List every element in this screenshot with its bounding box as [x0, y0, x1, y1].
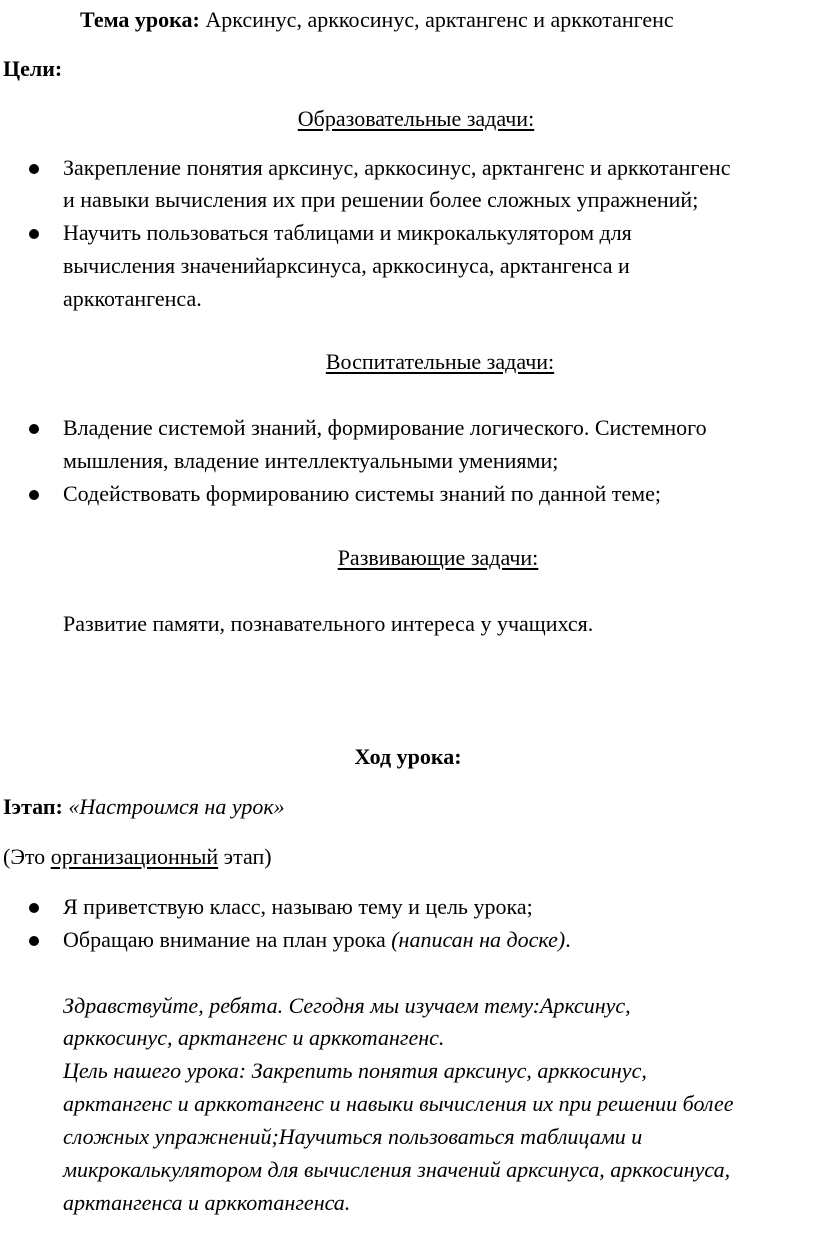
educational-item1-line1: Закрепление понятия арксинус, арккосинус, арктангенс и арккотангенс — [63, 155, 731, 180]
stage1-label: Iэтап: — [3, 794, 63, 819]
bullet-icon — [29, 490, 39, 500]
speech-line6: микрокалькулятором для вычисления значений арксинуса, арккосинуса, — [63, 1157, 731, 1182]
developing-text: Развитие памяти, познавательного интереса у учащихся. — [63, 611, 594, 636]
topic-label: Тема урока: — [80, 7, 200, 32]
action-item2-italic: (написан на доске) — [391, 927, 566, 952]
educational-item2-line2: вычисления значенийарксинуса, арккосинуса, арктангенса и — [63, 253, 630, 278]
stage1-note — [3, 840, 272, 873]
upbringing-item1-line2: мышления, владение интеллектуальными умениями; — [63, 448, 559, 473]
educational-item2-line3: арккотангенса. — [63, 286, 202, 311]
upbringing-heading: Воспитательные задачи: — [325, 349, 555, 374]
stage1-title: «Настроимся на урок» — [68, 794, 285, 819]
bullet-icon — [29, 229, 39, 239]
educational-item1-line2: и навыки вычисления их при решении более сложных упражнений; — [63, 187, 699, 212]
lesson-topic — [80, 3, 674, 36]
bullet-icon — [29, 936, 39, 946]
action-item2 — [63, 923, 571, 956]
stage1-note-open: (Это — [3, 844, 46, 869]
goals-label: Цели: — [3, 56, 63, 81]
bullet-icon — [29, 903, 39, 913]
stage1-note-close: этап) — [223, 844, 272, 869]
action-item2-end: . — [565, 927, 571, 952]
upbringing-item2-line1: Содействовать формированию системы знаний по данной теме; — [63, 481, 661, 506]
stage1-line — [3, 790, 285, 823]
speech-line1: Здравствуйте, ребята. Сегодня мы изучаем тему:Арксинус, — [63, 993, 631, 1018]
speech-line3: Цель нашего урока: Закрепить понятия арксинус, арккосинус, — [63, 1058, 647, 1083]
bullet-icon — [29, 424, 39, 434]
speech-line7: арктангенса и арккотангенса. — [63, 1190, 351, 1215]
developing-heading: Развивающие задачи: — [337, 545, 539, 570]
speech-line5: сложных упражнений;Научиться пользоваться таблицами и — [63, 1124, 643, 1149]
action-item1: Я приветствую класс, называю тему и цель урока; — [63, 894, 533, 919]
speech-line2: арккосинус, арктангенс и арккотангенс. — [63, 1025, 445, 1050]
lesson-course-heading: Ход урока: — [354, 744, 462, 769]
educational-item2-line1: Научить пользоваться таблицами и микрокалькулятором для — [63, 220, 632, 245]
topic-text: Арксинус, арккосинус, арктангенс и арккотангенс — [205, 7, 674, 32]
speech-line4: арктангенс и арккотангенс и навыки вычисления их при решении более — [63, 1091, 734, 1116]
bullet-icon — [29, 164, 39, 174]
upbringing-item1-line1: Владение системой знаний, формирование логического. Системного — [63, 415, 707, 440]
action-item2-text: Обращаю внимание на план урока — [63, 927, 386, 952]
educational-heading: Образовательные задачи: — [297, 106, 535, 131]
stage1-note-word: организационный — [50, 844, 219, 869]
